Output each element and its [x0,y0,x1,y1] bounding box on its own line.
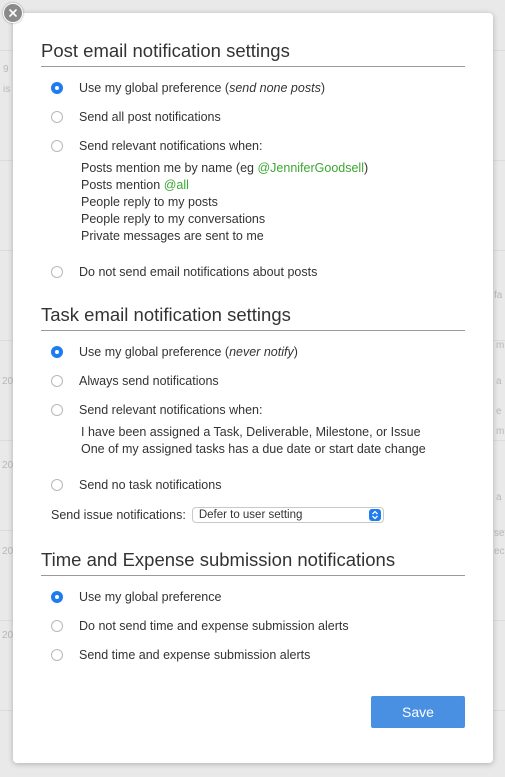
condition-mention-name: Posts mention me by name (eg @JenniferGoodsell) [81,161,369,175]
post-option-global[interactable] [51,79,325,97]
task-relevant-radio[interactable] [51,404,63,416]
background-text: se [494,528,505,539]
background-text: m [496,426,505,437]
task-option-none[interactable] [51,476,221,494]
background-text: e [496,406,502,417]
time-global-radio[interactable] [51,591,63,603]
time-option-global[interactable] [51,588,221,606]
option-label: Use my global preference (send none posts) [79,81,325,95]
time-section-title: Time and Expense submission notifications [41,549,465,576]
task-none-radio[interactable] [51,479,63,491]
post-section-title: Post email notification settings [41,40,465,67]
background-text: ec [494,546,505,557]
condition-reply-conversations: People reply to my conversations [81,212,266,226]
condition-reply-posts: People reply to my posts [81,195,218,209]
post-option-none[interactable] [51,263,317,281]
option-label: Send no task notifications [79,478,222,492]
background-text: m [496,340,505,351]
condition-mention-all: Posts mention @all [81,178,189,192]
task-option-relevant[interactable] [51,401,262,419]
background-text: 20 [2,630,14,641]
background-text: 20 [2,376,14,387]
task-option-global[interactable] [51,343,298,361]
issue-notifications-label: Send issue notifications: [51,508,186,522]
task-global-radio[interactable] [51,346,63,358]
mention-all-handle: @all [163,178,189,192]
background-text: is [3,84,11,95]
option-label: Do not send email notifications about posts [79,265,318,279]
close-button[interactable] [3,3,23,23]
background-text: a [496,492,502,503]
time-no-alerts-radio[interactable] [51,620,63,632]
post-relevant-conditions [81,160,368,245]
background-text: 20 [2,460,14,471]
save-button[interactable]: Save [371,696,465,728]
option-label: Send relevant notifications when: [79,139,263,153]
post-option-all[interactable] [51,108,221,126]
background-text: a [496,376,502,387]
issue-notifications-select[interactable] [192,507,384,523]
select-arrows-icon [369,509,381,521]
option-label: Do not send time and expense submission alerts [79,619,349,633]
time-send-alerts-radio[interactable] [51,649,63,661]
time-option-send-alerts[interactable] [51,646,310,664]
condition-date-change: One of my assigned tasks has a due date or start date change [81,442,426,456]
select-value: Defer to user setting [198,509,303,521]
time-option-no-alerts[interactable] [51,617,349,635]
option-label: Send time and expense submission alerts [79,648,311,662]
task-relevant-conditions [81,424,426,458]
post-all-radio[interactable] [51,111,63,123]
post-global-radio[interactable] [51,82,63,94]
option-label: Always send notifications [79,374,219,388]
mention-handle: @JenniferGoodsell [257,161,364,175]
task-section-title: Task email notification settings [41,304,465,331]
notification-settings-dialog [13,13,493,763]
background-text: fa [494,290,503,301]
condition-private-messages: Private messages are sent to me [81,229,264,243]
close-icon [9,9,17,17]
background-text: 9 [3,64,9,75]
issue-notifications-row [51,507,384,523]
option-label: Use my global preference (never notify) [79,345,298,359]
option-label: Send all post notifications [79,110,221,124]
post-none-radio[interactable] [51,266,63,278]
task-option-always[interactable] [51,372,219,390]
option-label: Use my global preference [79,590,222,604]
option-label: Send relevant notifications when: [79,403,263,417]
post-relevant-radio[interactable] [51,140,63,152]
background-text: 20 [2,546,14,557]
condition-assigned: I have been assigned a Task, Deliverable, Milestone, or Issue [81,425,421,439]
task-always-radio[interactable] [51,375,63,387]
post-option-relevant[interactable] [51,137,262,155]
